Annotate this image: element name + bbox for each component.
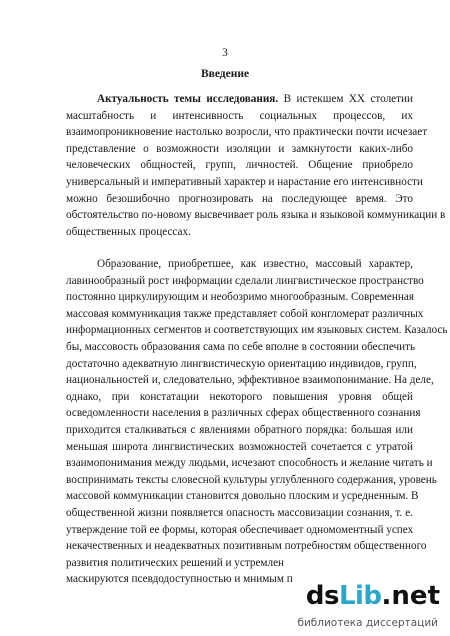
dslib-logo: [306, 582, 440, 610]
paragraph-relevance: [66, 91, 446, 240]
paragraph-line: универсальный и императивный характер и нарастание его интенсивности: [66, 175, 423, 188]
logo-text-net: .net: [381, 581, 440, 611]
paragraph-line: приходится сталкиваться с явлениями обратного порядка: большая или: [66, 423, 413, 436]
paragraph-line: лавинообразный рост информации сделали лингвистическое пространство: [66, 274, 424, 287]
paragraph-line: взаимопроникновение настолько возросли, что практически почти исчезает: [66, 126, 428, 139]
paragraph-line: массовая коммуникация также представляет собой конгломерат различных: [66, 307, 424, 320]
paragraph-line: достаточно адекватную лингвистическую ориентацию индивидов, групп,: [66, 357, 417, 370]
watermark-subtitle: библиотека диссертаций: [297, 617, 438, 629]
paragraph-line: постоянно циркулирующим и необозримо многообразным. Современная: [66, 291, 414, 304]
paragraph-line: информационных сегментов и соответствующих им языковых систем. Казалось: [66, 324, 448, 337]
page-number: 3: [222, 47, 228, 59]
paragraph-line: воспринимать тексты словесной культуры углубленного содержания, уровень: [66, 473, 437, 486]
paragraph-line: взаимопонимания между людьми, исчезают способность и желание читать и: [66, 457, 433, 470]
dslib-watermark[interactable]: [294, 580, 444, 632]
paragraph-line: человеческих общностей, групп, личностей. Общение приобрело: [66, 159, 413, 172]
paragraph-line: масштабность и интенсивность социальных процессов, их: [66, 109, 413, 122]
paragraph-line: национальностей и, следовательно, эффективное взаимопонимание. На деле,: [66, 374, 434, 387]
section-heading: Введение: [200, 68, 250, 80]
paragraph-line: общественных процессах.: [66, 225, 191, 238]
paragraph-line: Образование, приобретшее, как известно, массовый характер,: [97, 258, 413, 270]
paragraph-line: массовой коммуникации становится довольно плоским и усредненным. В: [66, 490, 419, 503]
lead-rest: В истекшем XX столетии: [283, 93, 414, 105]
paragraph-line: развития политических решений и устремлен: [66, 556, 285, 569]
paragraph-line: бы, массовость образования сама по себе вполне в состоянии обеспечить: [66, 340, 416, 353]
paragraph-line: представление о возможности изоляции и замкнутости каких-либо: [66, 142, 413, 155]
paragraph-line: осведомленности населения в различных сферах общественного сознания: [66, 407, 421, 420]
paragraph-line: обстоятельство по-новому высвечивает роль языка и языковой коммуникации в: [66, 209, 446, 222]
logo-text-ds: ds: [305, 581, 339, 611]
paragraph-education: [66, 256, 448, 588]
paragraph-line: маскируются псевдодоступностью и мнимым п: [66, 573, 293, 586]
paragraph-line: утверждение той ее формы, которая обеспечивает одномоментный успех: [66, 523, 414, 536]
paragraph-line: [66, 91, 413, 108]
paragraph-line: общественной жизни появляется опасность массовизации сознания, т. е.: [66, 506, 413, 519]
lead-phrase: Актуальность темы исследования.: [97, 93, 279, 105]
paragraph-line: однако, при констатации некоторого повышения уровня общей: [66, 390, 413, 403]
paragraph-line: можно безошибочно прогнозировать на последующее время. Это: [66, 192, 413, 205]
paragraph-line: меньшая широта лингвистических возможностей сочетается с утратой: [66, 440, 413, 453]
logo-text-lib: Lib: [338, 581, 382, 611]
paragraph-line: некачественных и неадекватных позитивным потребностям общественного: [66, 540, 427, 553]
